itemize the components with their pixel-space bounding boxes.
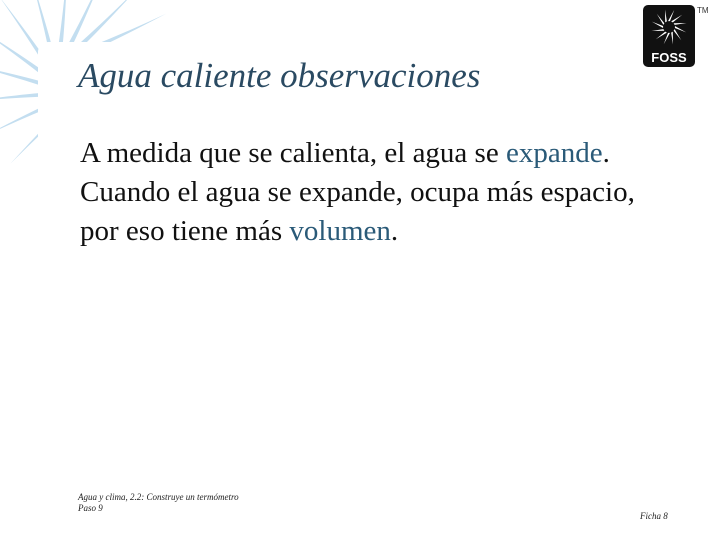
slide-title: Agua caliente observaciones: [78, 56, 481, 95]
footer-line-2: Paso 9: [78, 503, 103, 513]
footer-line-1: Agua y clima, 2.2: Construye un termómetro: [78, 492, 239, 502]
sunburst-ray: [78, 0, 140, 46]
footer-source: [78, 492, 239, 514]
body-text-part-2: . Cuando el agua se expande, ocupa más espacio, por eso tiene más: [80, 137, 635, 247]
content-panel: [38, 42, 720, 540]
trademark-mark: TM: [697, 6, 709, 15]
highlight-expande: expande: [505, 137, 603, 169]
body-text-part-3: .: [390, 215, 399, 247]
logo-text: FOSS: [651, 50, 687, 65]
highlight-volumen: volumen: [289, 215, 391, 247]
foss-logo-icon: [643, 5, 695, 67]
body-text-part-1: A medida que se calienta, el agua se: [80, 137, 506, 169]
body-paragraph: [80, 134, 680, 251]
slide-number-label: Ficha 8: [640, 511, 668, 521]
